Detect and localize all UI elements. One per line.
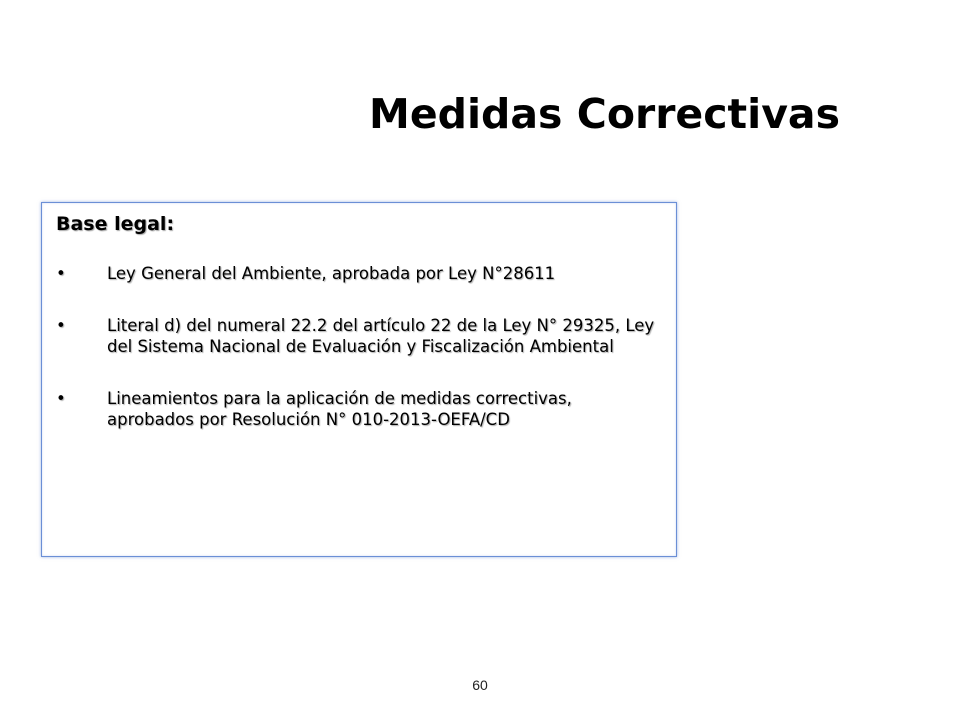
list-item [56,263,662,284]
list-item-text: Lineamientos para la aplicación de medidas correctivas, aprobados por Resolución N° 010-2013-OEFA/CD [107,389,572,429]
bullet-icon: • [56,389,66,408]
section-heading: Base legal: [56,213,175,235]
list-item [56,315,662,357]
bullet-icon: • [56,316,66,335]
legal-basis-list [56,263,662,430]
list-item-text: Literal d) del numeral 22.2 del artículo 22 de la Ley N° 29325, Ley del Sistema Nacional de Evaluación y Fiscalización Ambiental [107,316,655,356]
list-item [56,388,662,430]
bullet-icon: • [56,264,66,283]
list-item-text: Ley General del Ambiente, aprobada por Ley N°28611 [107,264,556,283]
legal-basis-box [41,202,677,557]
page-number: 60 [472,677,488,693]
slide-title: Medidas Correctivas [369,90,840,138]
